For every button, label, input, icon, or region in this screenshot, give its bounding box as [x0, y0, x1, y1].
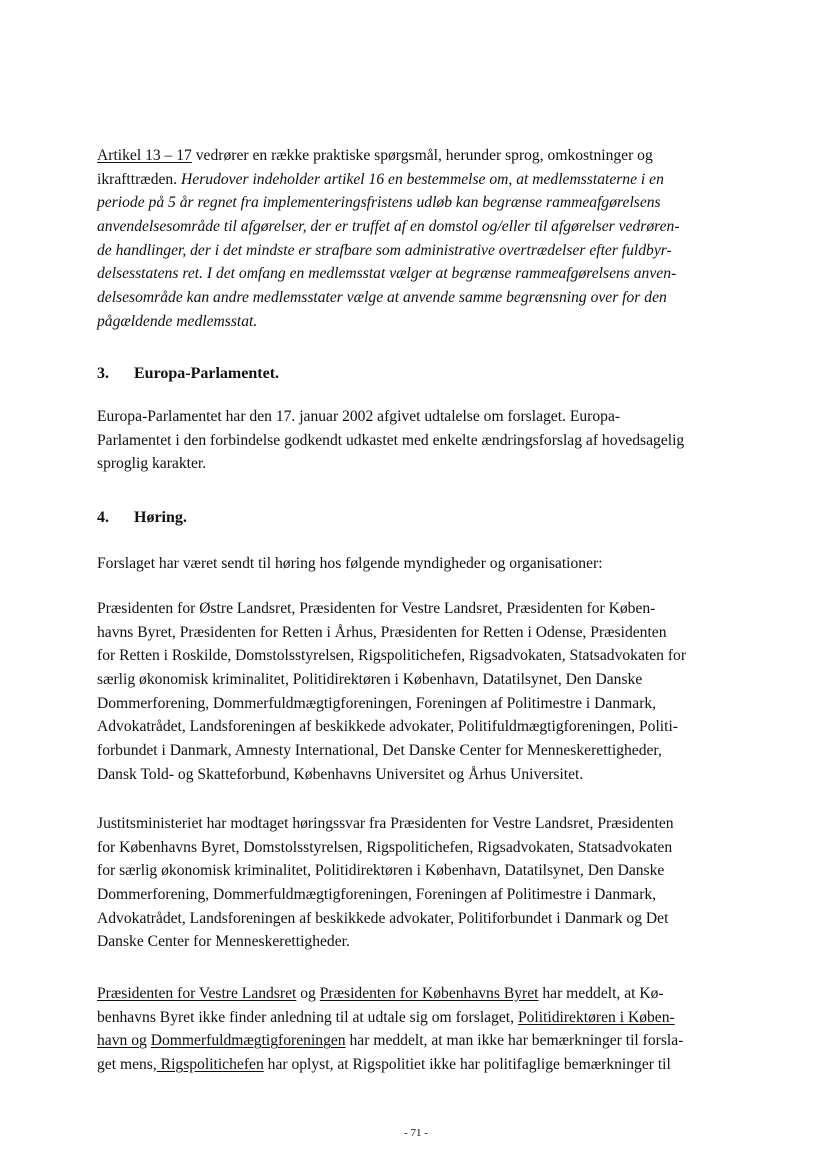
text-line: Danske Center for Menneskerettigheder. [97, 933, 350, 951]
section-number: 3. [97, 365, 109, 382]
respondent-name: Dommerfuldmægtigforeningen [150, 1032, 346, 1050]
respondent-name: Præsidenten for Københavns Byret [319, 985, 539, 1002]
text-line: havn og Dommerfuldmægtigforeningen har meddelt, at man ikke har bemærkninger til forsla- [97, 1032, 684, 1050]
text-line: delsesområde kan andre medlemsstater vælge at anvende samme begrænsning over for den [97, 289, 667, 307]
page-number: - 71 - [404, 1127, 428, 1139]
text-line: for særlig økonomisk kriminalitet, Politidirektøren i København, Datatilsynet, Den Danske [97, 862, 665, 880]
text-line: for Københavns Byret, Domstolsstyrelsen, Rigspolitichefen, Rigsadvokaten, Statsadvokaten [97, 838, 673, 856]
respondent-name: Rigspolitichefen [156, 1056, 264, 1074]
text-line: pågældende medlemsstat. [97, 312, 258, 330]
article-reference: Artikel 13 – 17 [97, 147, 192, 164]
text-line: særlig økonomisk kriminalitet, Politidirektøren i København, Datatilsynet, Den Danske [97, 671, 643, 689]
section-number: 4. [97, 509, 109, 526]
text-line: Præsidenten for Østre Landsret, Præsidenten for Vestre Landsret, Præsidenten for Køben- [97, 600, 656, 617]
text-line: havns Byret, Præsidenten for Retten i Århus, Præsidenten for Retten i Odense, Præsidenten [97, 623, 667, 641]
text-line: get mens, Rigspolitichefen har oplyst, at Rigspolitiet ikke har politifaglige bemærkninger til [97, 1056, 671, 1074]
paragraph-articles [97, 144, 745, 334]
section-heading-3 [97, 363, 279, 385]
text-line: Justitsministeriet har modtaget høringssvar fra Præsidenten for Vestre Landsret, Præsidenten [97, 815, 674, 832]
respondent-name: havn og [97, 1032, 147, 1050]
section-heading-4 [97, 507, 187, 529]
text-line: Advokatrådet, Landsforeningen af beskikkede advokater, Politifuldmægtigforeningen, Politi- [97, 718, 678, 736]
paragraph-hearing-list [97, 597, 745, 787]
paragraph-comments [97, 982, 745, 1077]
text-line: forbundet i Danmark, Amnesty International, Det Danske Center for Menneskerettigheder, [97, 742, 662, 760]
respondent-name: Politidirektøren i Køben- [517, 1008, 675, 1026]
text-line: sproglig karakter. [97, 455, 207, 473]
text-line: delsesstatens ret. I det omfang en medlemsstat vælger at begrænse rammeafgørelsens anven- [97, 265, 677, 283]
text-line: Advokatrådet, Landsforeningen af beskikkede advokater, Politiforbundet i Danmark og Det [97, 909, 669, 927]
text-line: Europa-Parlamentet har den 17. januar 2002 afgivet udtalelse om forslaget. Europa- [97, 408, 621, 425]
text-line: Dommerforening, Dommerfuldmægtigforeningen, Foreningen af Politimestre i Danmark, [97, 886, 657, 904]
text-line: benhavns Byret ikke finder anledning til at udtale sig om forslaget, Politidirektøren i Køben- [97, 1008, 675, 1026]
paragraph-parliament [97, 405, 745, 476]
text-line: Dansk Told- og Skatteforbund, Københavns Universitet og Århus Universitet. [97, 765, 584, 783]
text-line: Dommerforening, Dommerfuldmægtigforeningen, Foreningen af Politimestre i Danmark, [97, 694, 657, 712]
section-title: Europa-Parlamentet. [134, 365, 280, 382]
paragraph-responses [97, 812, 745, 954]
text-line: for Retten i Roskilde, Domstolsstyrelsen, Rigspolitichefen, Rigsadvokaten, Statsadvokaten for [97, 647, 687, 665]
text-line: Parlamentet i den forbindelse godkendt udkastet med enkelte ændringsforslag af hovedsagelig [97, 431, 685, 449]
text-line: ikrafttræden. Herudover indeholder artikel 16 en bestemmelse om, at medlemsstaterne i en [97, 170, 664, 188]
text-line: Præsidenten for Vestre Landsret og Præsidenten for Københavns Byret har meddelt, at Kø- [97, 985, 664, 1002]
respondent-name: Præsidenten for Vestre Landsret [97, 985, 297, 1002]
text-line: de handlinger, der i det mindste er strafbare som administrative overtrædelser efter fuldbyr- [97, 241, 672, 259]
paragraph-hearing-intro [97, 552, 745, 576]
text-line: anvendelsesområde til afgørelser, der er truffet af en domstol og/eller til afgørelser vedrøren- [97, 218, 680, 236]
text-line: Forslaget har været sendt til høring hos følgende myndigheder og organisationer: [97, 555, 603, 572]
text-line: Artikel 13 – 17 vedrører en række praktiske spørgsmål, herunder sprog, omkostninger og [97, 147, 653, 164]
section-title: Høring. [134, 509, 187, 526]
text-line: periode på 5 år regnet fra implementeringsfristens udløb kan begrænse rammeafgørelsens [97, 194, 661, 212]
